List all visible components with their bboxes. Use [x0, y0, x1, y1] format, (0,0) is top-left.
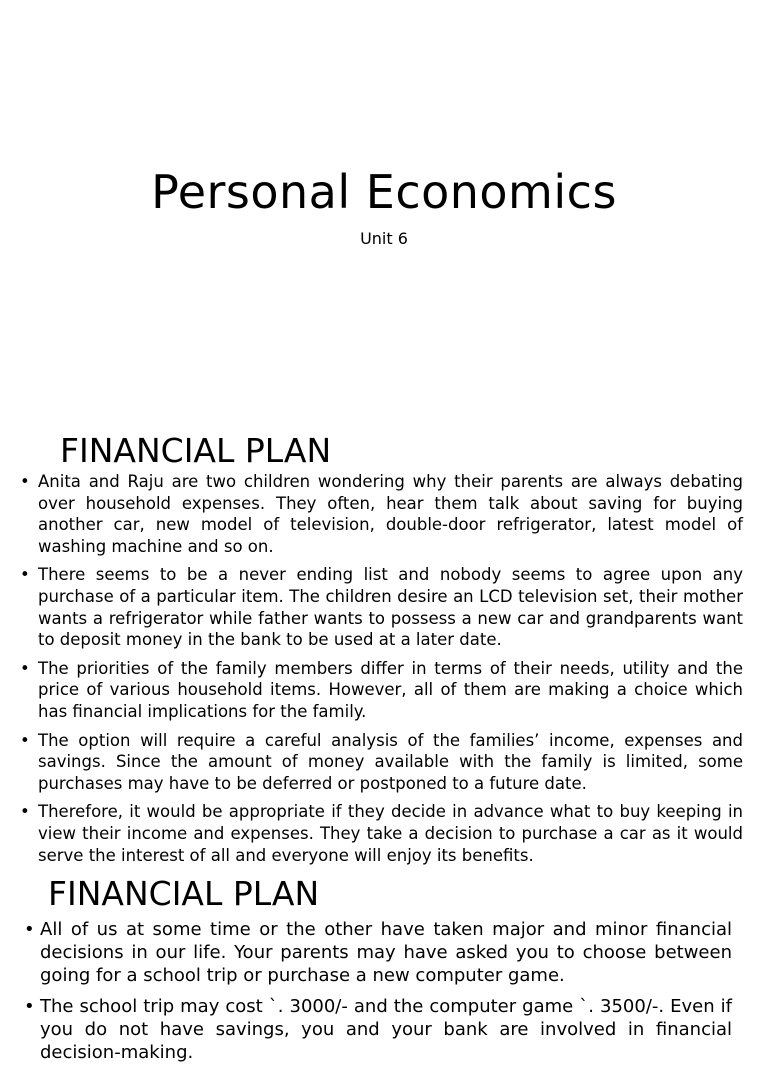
bullet-text: The school trip may cost `. 3000/- and the computer game `. 3500/-. Even if you do not have savings, you and your bank are involved in financial decision-making.: [40, 996, 732, 1063]
list-item: [20, 801, 743, 866]
list-item: [24, 995, 732, 1064]
list-item: [20, 658, 743, 723]
unit-subtitle: Unit 6: [360, 229, 408, 248]
bullet-text: There seems to be a never ending list and nobody seems to agree upon any purchase of a particular item. The children desire an LCD television set, their mother wants a refrigerator while father wants to possess a new car and grandparents want to deposit money in the bank to be used at a later date.: [38, 565, 743, 650]
title-slide: [0, 0, 768, 420]
list-item: [20, 730, 743, 795]
bullet-icon: •: [24, 919, 35, 940]
bullet-text: All of us at some time or the other have taken major and minor financial decisions in our life. Your parents may have asked you to choose between going for a school trip or purchase a new computer game.: [40, 919, 732, 986]
financial-plan-heading: FINANCIAL PLAN: [60, 431, 332, 470]
bullet-text: Anita and Raju are two children wondering why their parents are always debating over household expenses. They often, hear them talk about saving for buying another car, new model of television, double-door refrigerator, latest model of washing machine and so on.: [38, 472, 743, 556]
list-item: [20, 564, 743, 650]
bullet-text: The option will require a careful analysis of the families’ income, expenses and savings. Since the amount of money available with the family is limited, some purchases may have to be deferred or postponed to a future date.: [38, 730, 743, 793]
financial-plan-bullets: [20, 471, 743, 873]
bullet-icon: •: [20, 565, 30, 585]
list-item: [20, 471, 743, 557]
bullet-icon: •: [20, 802, 30, 822]
bullet-text: Therefore, it would be appropriate if they decide in advance what to buy keeping in view their income and expenses. They take a decision to purchase a car as it would serve the interest of all and everyone will enjoy its benefits.: [38, 802, 743, 865]
bullet-icon: •: [20, 658, 30, 678]
list-item: [24, 918, 732, 987]
bullet-icon: •: [20, 472, 30, 491]
bullet-icon: •: [20, 730, 30, 750]
financial-plan-heading-2: FINANCIAL PLAN: [48, 874, 320, 913]
financial-plan-bullets-2: [24, 918, 732, 1072]
bullet-text: The priorities of the family members differ in terms of their needs, utility and the price of various household items. However, all of them are making a choice which has financial implications for the family.: [38, 658, 743, 721]
presentation-title: Personal Economics: [151, 165, 617, 219]
bullet-icon: •: [24, 996, 35, 1017]
